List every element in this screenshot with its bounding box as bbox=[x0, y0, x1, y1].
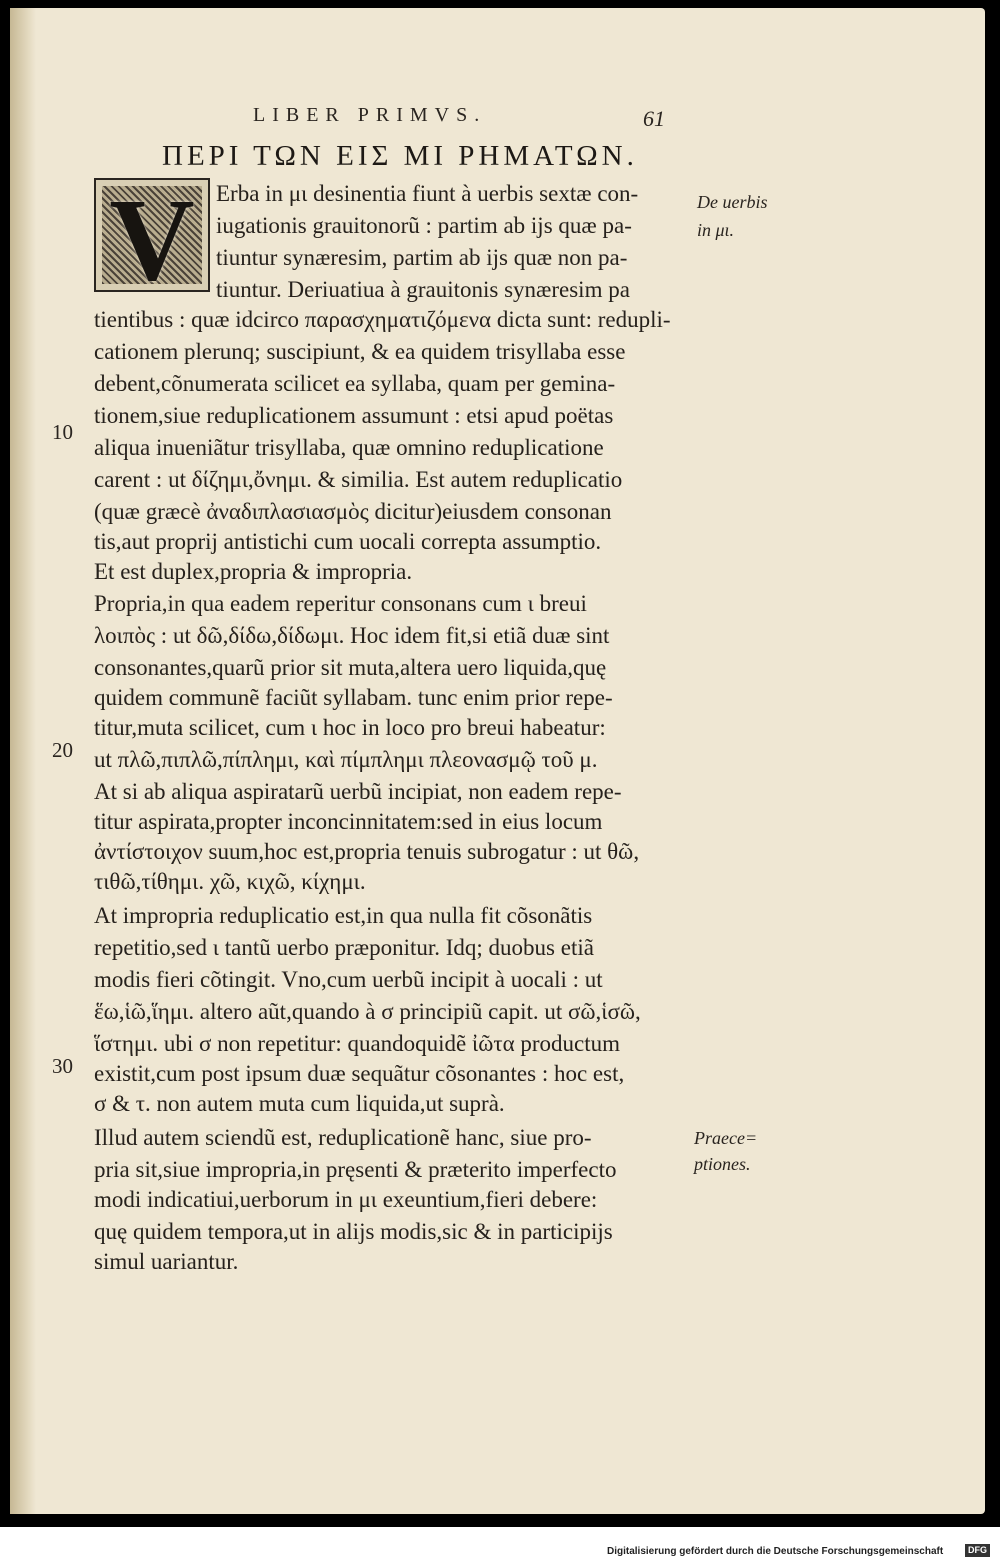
decorated-initial bbox=[94, 174, 210, 305]
text-line: (quæ græcè ἀναδιπλασιασμὸς dicitur)eiusdem consonan bbox=[94, 499, 612, 524]
line-number-20: 20 bbox=[52, 738, 73, 762]
page-gutter-shadow bbox=[10, 8, 36, 1514]
text-line: debent,cõnumerata scilicet ea syllaba, quam per gemina- bbox=[94, 371, 616, 396]
text-line: consonantes,quarũ prior sit muta,altera uero liquida,quę bbox=[94, 655, 607, 680]
line-number-30: 30 bbox=[52, 1054, 73, 1078]
margin-note-2-line-2: ptiones. bbox=[694, 1154, 751, 1174]
text-line: aliqua inueniãtur trisyllaba, quæ omnino reduplicatione bbox=[94, 435, 604, 460]
text-line: τιθῶ,τίθημι. χῶ, κιχῶ, κίχημι. bbox=[94, 869, 366, 894]
text-line: Illud autem sciendũ est, reduplicationẽ hanc, siue pro- bbox=[94, 1125, 592, 1150]
text-line: σ & τ. non autem muta cum liquida,ut suprà. bbox=[94, 1091, 505, 1116]
text-line: tis,aut proprij antistichi cum uocali correpta assumptio. bbox=[94, 529, 602, 554]
text-line: iugationis grauitonorũ : partim ab ijs quæ pa- bbox=[216, 213, 632, 238]
text-line: ἕω,ἱῶ,ἵημι. altero aũt,quando à σ principiũ capit. ut σῶ,ἱσῶ, bbox=[94, 999, 641, 1024]
text-line: quę quidem tempora,ut in alijs modis,sic & in participijs bbox=[94, 1219, 613, 1244]
text-line: pria sit,siue impropria,in pręsenti & præterito imperfecto bbox=[94, 1157, 617, 1182]
margin-note-1-line-2: in μι. bbox=[697, 220, 735, 240]
text-line: titur aspirata,propter inconcinnitatem:sed in eius locum bbox=[94, 809, 603, 834]
text-line: titur,muta scilicet, cum ι hoc in loco pro breui habeatur: bbox=[94, 715, 606, 740]
text-line: modi indicatiui,uerborum in μι exeuntium,fieri debere: bbox=[94, 1187, 598, 1212]
text-line: Propria,in qua eadem reperitur consonans cum ι breui bbox=[94, 591, 587, 616]
text-line: quidem communẽ faciũt syllabam. tunc enim prior repe- bbox=[94, 685, 613, 710]
text-line: existit,cum post ipsum duæ sequãtur cõsonantes : hoc est, bbox=[94, 1061, 625, 1086]
text-line: Erba in μι desinentia fiunt à uerbis sextæ con- bbox=[216, 181, 639, 206]
text-line: tionem,siue reduplicationem assumunt : etsi apud poëtas bbox=[94, 403, 614, 428]
text-line: ἵστημι. ubi σ non repetitur: quandoquidẽ ἰῶτα productum bbox=[94, 1031, 621, 1056]
text-line: ἀντίστοιχον suum,hoc est,propria tenuis subrogatur : ut θῶ, bbox=[94, 839, 640, 864]
text-line: Et est duplex,propria & impropria. bbox=[94, 559, 413, 584]
text-line: tiuntur. Deriuatiua à grauitonis synæresim pa bbox=[216, 277, 630, 302]
initial-letter: V bbox=[109, 174, 195, 305]
running-header bbox=[0, 102, 1000, 134]
line-number-10: 10 bbox=[52, 420, 73, 444]
text-line: repetitio,sed ι tantũ uerbo præponitur. Idq; duobus etiã bbox=[94, 935, 594, 960]
text-line: tiuntur synæresim, partim ab ijs quæ non pa- bbox=[216, 245, 628, 270]
digitization-credit: Digitalisierung gefördert durch die Deutsche Forschungsgemeinschaft bbox=[607, 1546, 944, 1557]
text-line: cationem plerunq; suscipiunt, & ea quidem trisyllaba esse bbox=[94, 339, 626, 364]
text-line: modis fieri cõtingit. Vno,cum uerbũ incipit à uocali : ut bbox=[94, 967, 603, 992]
text-line: tientibus : quæ idcirco παρασχηματιζόμενα dicta sunt: redupli- bbox=[94, 307, 671, 332]
margin-note-2-line-1: Praece= bbox=[694, 1128, 758, 1148]
text-line: At impropria reduplicatio est,in qua nulla fit cõsonãtis bbox=[94, 903, 593, 928]
margin-note-1-line-1: De uerbis bbox=[697, 192, 768, 212]
text-line: simul uariantur. bbox=[94, 1249, 239, 1274]
page-number: 61 bbox=[643, 106, 665, 131]
text-line: λοιπὸς : ut δῶ,δίδω,δίδωμι. Hoc idem fit,si etiã duæ sint bbox=[94, 623, 610, 648]
dfg-logo: DFG bbox=[965, 1544, 990, 1557]
running-title: LIBER PRIMVS. bbox=[253, 104, 487, 126]
text-line: ut πλῶ,πιπλῶ,πίπλημι, καὶ πίμπλημι πλεονασμῷ τοῦ μ. bbox=[94, 747, 598, 772]
section-title: ΠΕΡΙ ΤΩΝ ΕΙΣ ΜΙ ΡΗΜΑΤΩΝ. bbox=[162, 140, 638, 172]
text-line: carent : ut δίζημι,ὄνημι. & similia. Est autem reduplicatio bbox=[94, 467, 623, 492]
text-line: At si ab aliqua aspiratarũ uerbũ incipiat, non eadem repe- bbox=[94, 779, 622, 804]
